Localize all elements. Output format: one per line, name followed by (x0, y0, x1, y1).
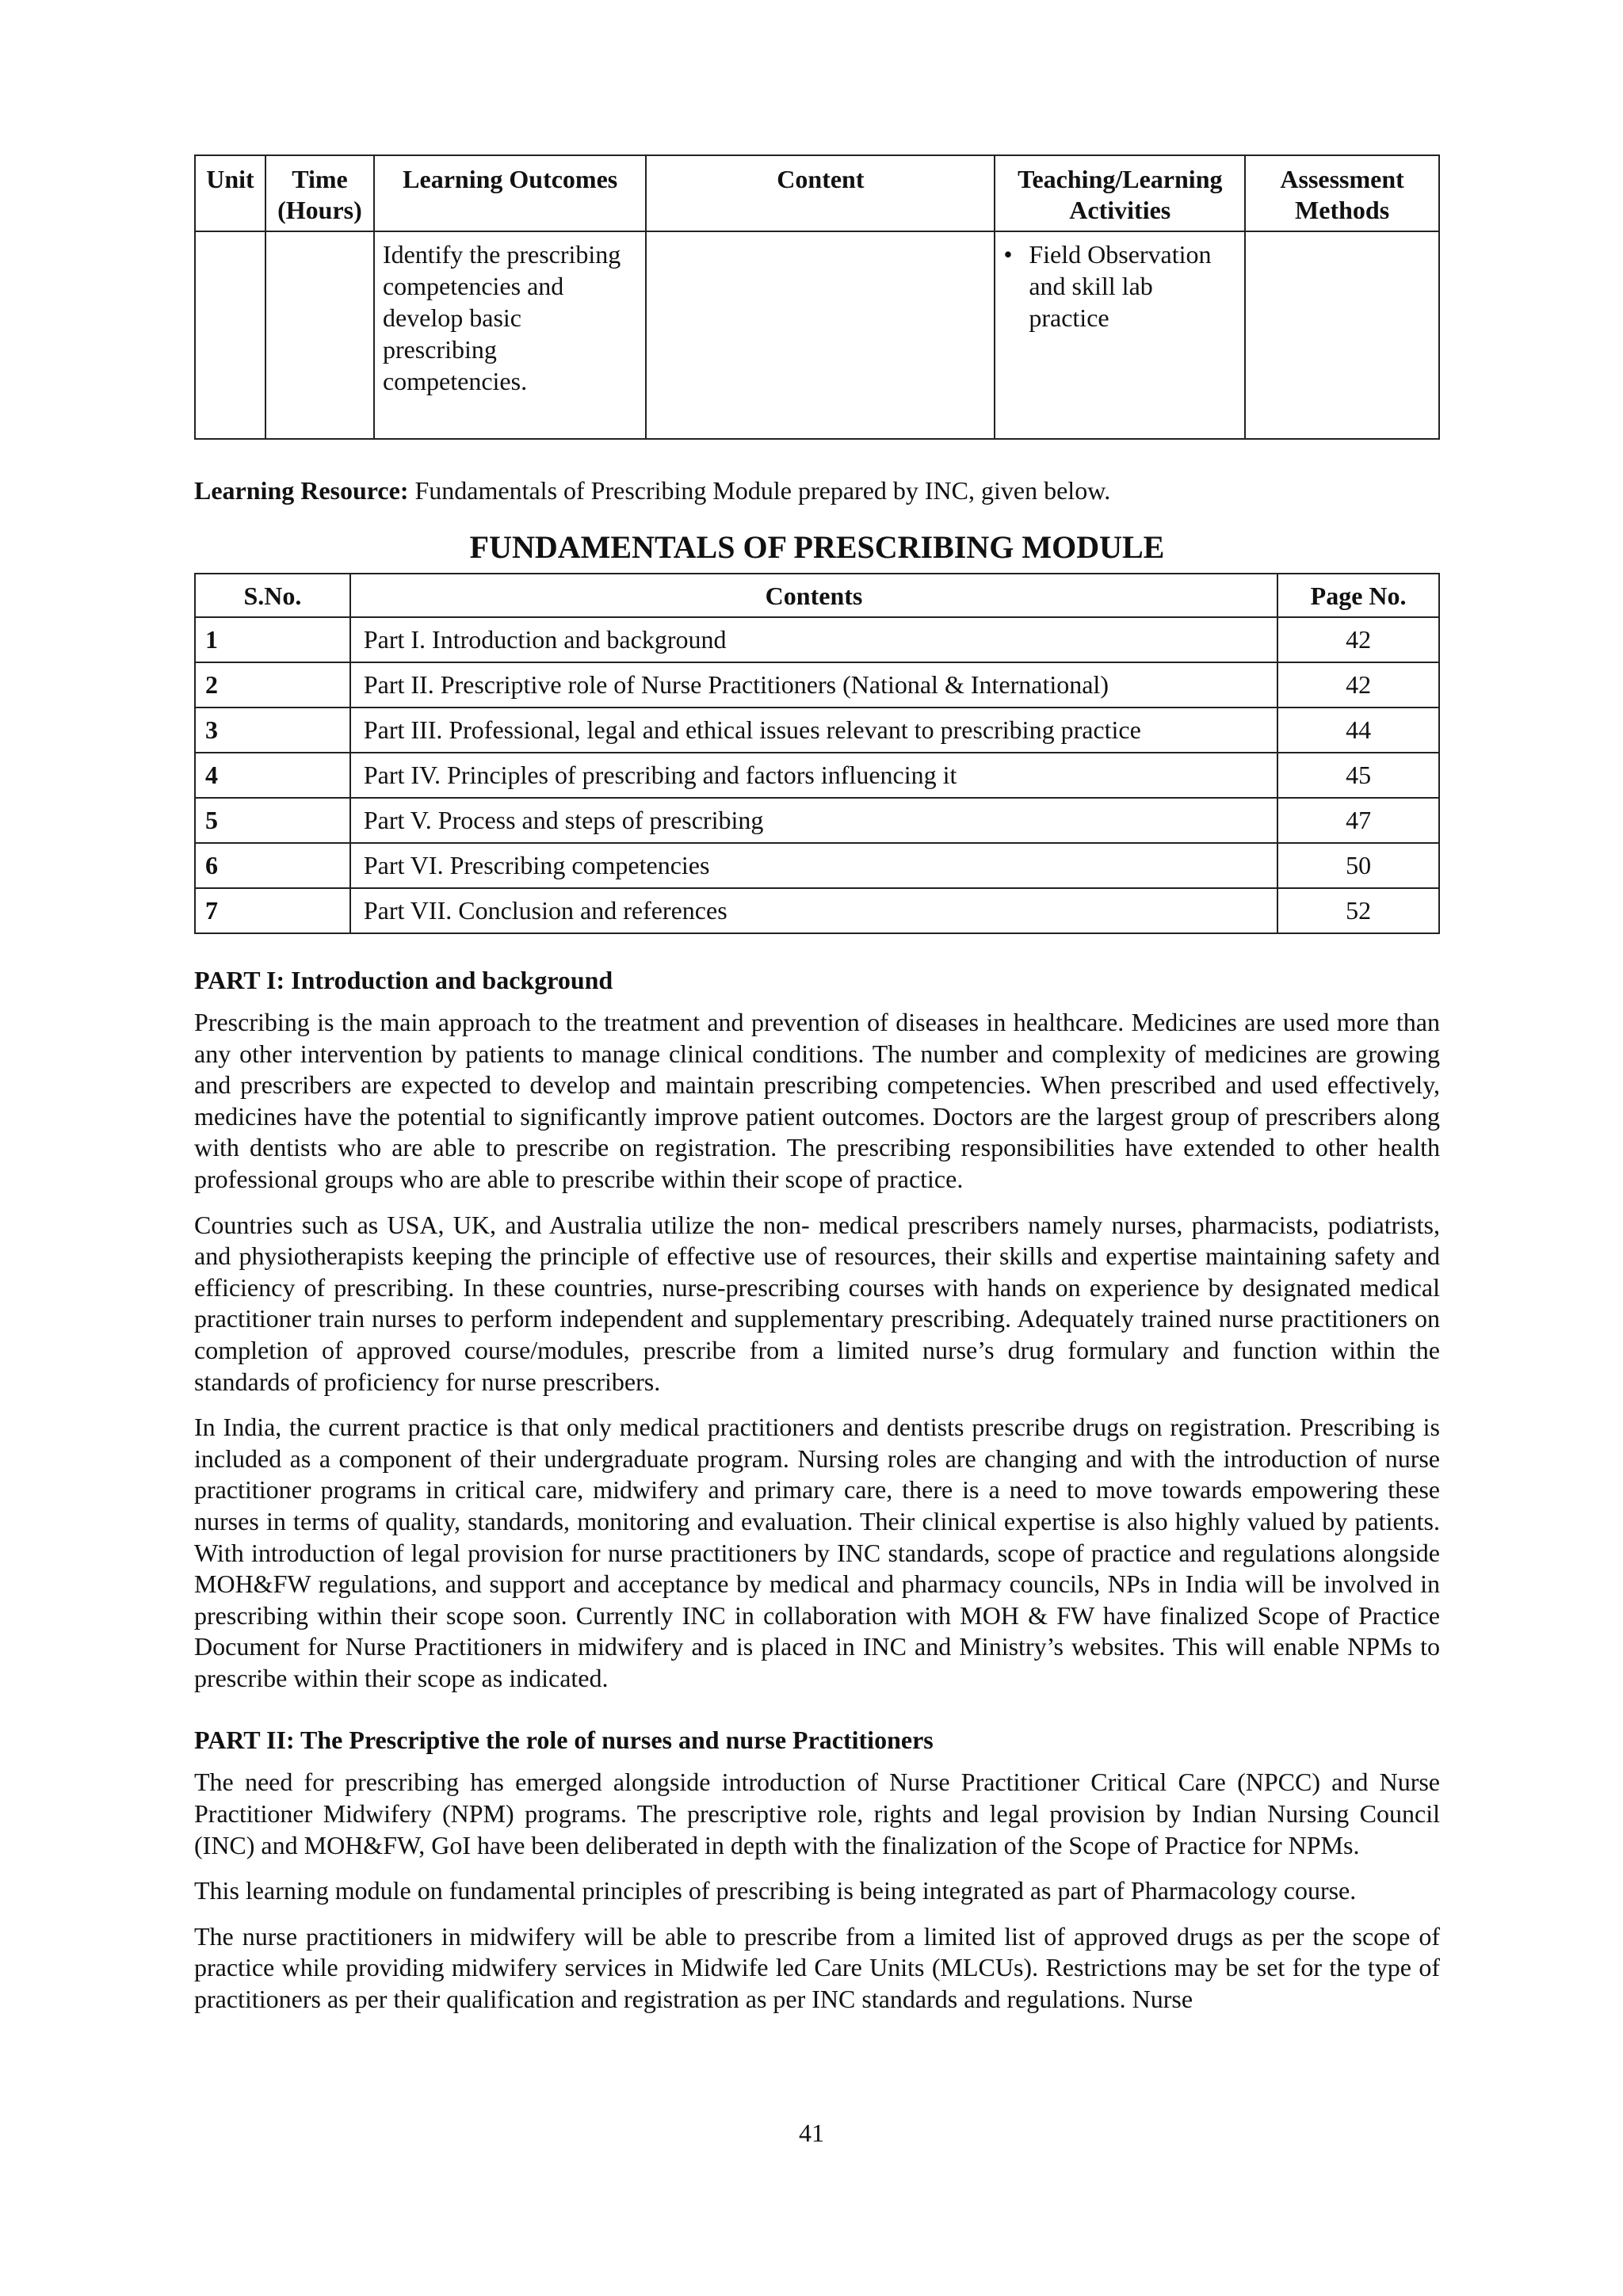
cell-learning-outcome: Identify the prescribing competencies and develop basic prescribing competencies. (374, 231, 647, 439)
bullet-icon: • (1003, 240, 1013, 269)
row-content: Part V. Process and steps of prescribing (350, 798, 1277, 843)
cell-content (646, 231, 995, 439)
page-number: 41 (799, 2119, 824, 2147)
part1-paragraph-2: Countries such as USA, UK, and Australia utilize the non- medical prescribers namely nurses, pharmacists, podiatrists, and physiotherapists keeping the principle of effective use of resources, their skills and expertise maintaining safety and efficiency of prescribing. In these countries, nurse-prescribing courses with hands on experience by designated medical practitioner train nurses to perform independent and supplementary prescribing. Adequately trained nurse practitioners on completion of approved course/modules, prescribe from a limited nurse’s drug formulary and function within the standards of proficiency for nurse prescribers. (194, 1210, 1440, 1396)
row-content: Part III. Professional, legal and ethical issues relevant to prescribing practice (350, 707, 1277, 753)
learning-resource-label: Learning Resource: (194, 476, 409, 505)
table-row (195, 888, 1439, 933)
table-row (195, 843, 1439, 888)
row-page: 42 (1277, 662, 1439, 707)
document-page (194, 154, 1440, 2030)
contents-table (194, 573, 1440, 934)
header-page-no: Page No. (1277, 574, 1439, 617)
row-page: 52 (1277, 888, 1439, 933)
table-row (195, 798, 1439, 843)
activity-text: Field Observation and skill lab practice (1029, 240, 1212, 332)
part2-heading: PART II: The Prescriptive the role of nurses and nurse Practitioners (194, 1726, 934, 1755)
row-sno: 3 (195, 707, 350, 753)
header-activities-line2: Activities (1069, 196, 1171, 224)
table-row (195, 753, 1439, 798)
header-assessment-line1: Assessment (1280, 165, 1404, 193)
part2-paragraph-3: The nurse practitioners in midwifery will be able to prescribe from a limited list of approved drugs as per the scope of practice while providing midwifery services in Midwife led Care Units (MLCUs). Restrictions may be set for the type of practitioners as per their qualification and registration as per INC standards and regulations. Nurse (194, 1921, 1440, 2014)
header-sno: S.No. (195, 574, 350, 617)
table-row (195, 617, 1439, 662)
header-contents: Contents (350, 574, 1277, 617)
row-page: 45 (1277, 753, 1439, 798)
row-page: 50 (1277, 843, 1439, 888)
part1-paragraph-3: In India, the current practice is that only medical practitioners and dentists prescribe drugs on registration. Prescribing is included as a component of their undergraduate program. Nursing roles are changing and with the introduction of nurse practitioner programs in critical care, midwifery and primary care, there is a need to move towards empowering these nurses in terms of quality, standards, monitoring and evaluation. Their clinical expertise is also highly valued by patients. With introduction of legal provision for nurse practitioners by INC standards, scope of practice and regulations alongside MOH&FW regulations, and support and acceptance by medical and pharmacy councils, NPs in India will be involved in prescribing within their scope soon. Currently INC in collaboration with MOH & FW have finalized Scope of Practice Document for Nurse Practitioners in midwifery and is placed in INC and Ministry’s websites. This will enable NPMs to prescribe within their scope as indicated. (194, 1413, 1440, 1692)
row-sno: 5 (195, 798, 350, 843)
activity-bullet-item (1003, 238, 1236, 334)
part1-paragraph-1: Prescribing is the main approach to the treatment and prevention of diseases in healthcare. Medicines are used more than any other intervention by patients to manage clinical conditions. The number and complexity of medicines are growing and prescribers are expected to develop and maintain prescribing competencies. When prescribed and used effectively, medicines have the potential to significantly improve patient outcomes. Doctors are the largest group of prescribers along with dentists who are able to prescribe on registration. The prescribing responsibilities have extended to other health professional groups who are able to prescribe within their scope of practice. (194, 1008, 1440, 1193)
header-time-line2: (Hours) (277, 196, 362, 224)
table-row (195, 662, 1439, 707)
row-content: Part II. Prescriptive role of Nurse Practitioners (National & International) (350, 662, 1277, 707)
row-sno: 7 (195, 888, 350, 933)
header-unit: Unit (195, 155, 265, 231)
unit-table-row (195, 231, 1439, 439)
header-activities (995, 155, 1245, 231)
learning-resource (194, 475, 1440, 506)
row-content: Part IV. Principles of prescribing and factors influencing it (350, 753, 1277, 798)
row-page: 42 (1277, 617, 1439, 662)
contents-header-row (195, 574, 1439, 617)
header-content: Content (646, 155, 995, 231)
row-sno: 1 (195, 617, 350, 662)
header-assessment (1245, 155, 1439, 231)
row-sno: 6 (195, 843, 350, 888)
header-time-line1: Time (292, 165, 348, 193)
cell-assessment (1245, 231, 1439, 439)
row-page: 47 (1277, 798, 1439, 843)
row-content: Part I. Introduction and background (350, 617, 1277, 662)
row-content: Part VI. Prescribing competencies (350, 843, 1277, 888)
header-assessment-line2: Methods (1295, 196, 1390, 224)
part1-heading: PART I: Introduction and background (194, 966, 613, 994)
header-learning-outcomes: Learning Outcomes (374, 155, 647, 231)
row-content: Part VII. Conclusion and references (350, 888, 1277, 933)
cell-time (265, 231, 374, 439)
part2-paragraph-2: This learning module on fundamental principles of prescribing is being integrated as part of Pharmacology course. (194, 1876, 1357, 1905)
cell-unit (195, 231, 265, 439)
header-time (265, 155, 374, 231)
row-sno: 4 (195, 753, 350, 798)
part2-paragraph-1: The need for prescribing has emerged alongside introduction of Nurse Practitioner Critical Care (NPCC) and Nurse Practitioner Midwifery (NPM) programs. The prescriptive role, rights and legal provision by Indian Nursing Council (INC) and MOH&FW, GoI have been deliberated in depth with the finalization of the Scope of Practice for NPMs. (194, 1768, 1440, 1859)
table-row (195, 707, 1439, 753)
unit-table (194, 154, 1440, 440)
cell-activities (995, 231, 1245, 439)
module-title: FUNDAMENTALS OF PRESCRIBING MODULE (469, 529, 1165, 565)
unit-table-header-row (195, 155, 1439, 231)
row-sno: 2 (195, 662, 350, 707)
learning-resource-text: Fundamentals of Prescribing Module prepared by INC, given below. (408, 476, 1111, 505)
header-activities-line1: Teaching/Learning (1018, 165, 1223, 193)
row-page: 44 (1277, 707, 1439, 753)
